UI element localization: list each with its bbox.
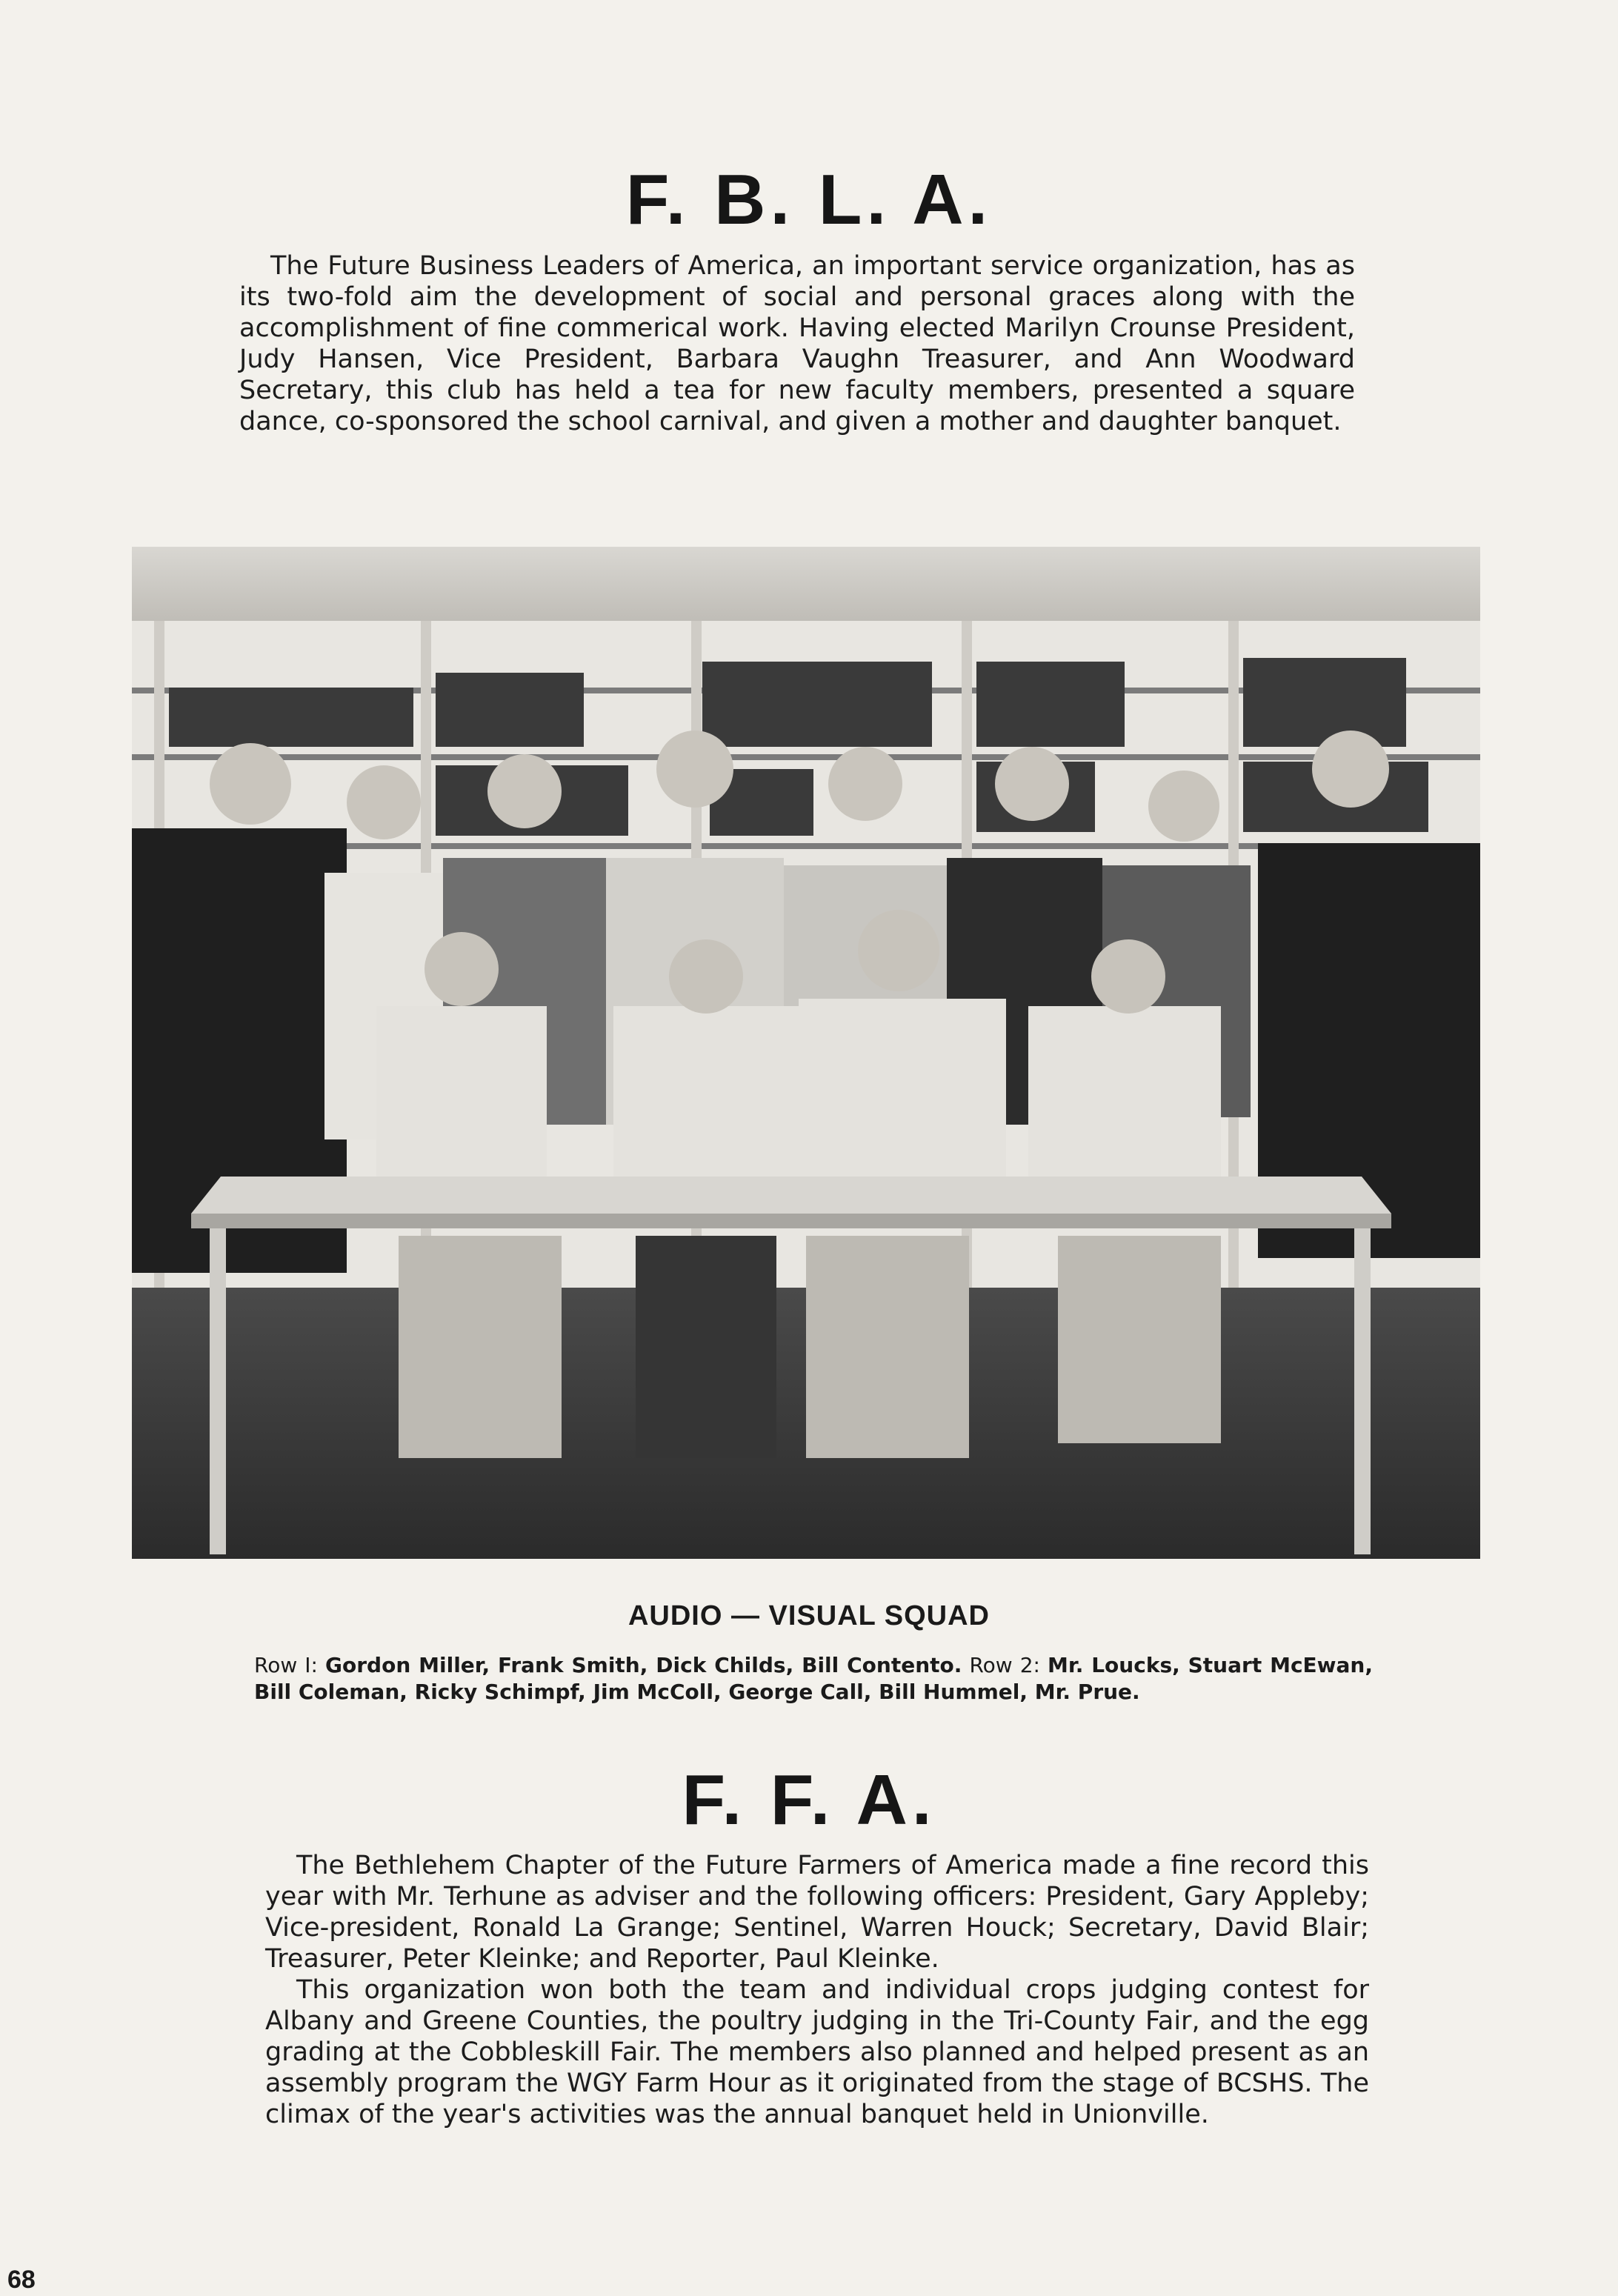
group-photo (132, 547, 1480, 1559)
ffa-paragraph-1: The Bethlehem Chapter of the Future Farmers of America made a fine record this year with Mr. Terhune as adviser and the following officers: President, Gary Appleby; Vice-president, Ronald La Grange; Sentinel, Warren Houck; Secretary, David Blair; Treasurer, Peter Kleinke; and Reporter, Paul Kleinke. (265, 1851, 1369, 1974)
ffa-heading: F. F. A. (682, 1760, 936, 1840)
page-number: 68 (7, 2266, 36, 2294)
row1-label: Row I: (254, 1653, 318, 1677)
fbla-paragraph (239, 250, 1355, 437)
group-photo-icon (132, 547, 1480, 1559)
ffa-paragraph-2: This organization won both the team and individual crops judging contest for Albany and Greene Counties, the poultry judging in the Tri-County Fair, and the egg grading at the Cobbleskill Fair. The members also planned and helped present as an assembly program the WGY Farm Hour as it originated from the stage of BCSHS. The climax of the year's activities was the annual banquet held in Unionville. (265, 1975, 1369, 2129)
audio-visual-title: AUDIO — VISUAL SQUAD (627, 1600, 990, 1631)
fbla-text: The Future Business Leaders of America, an important service organization, has as its two-fold aim the development of social and personal graces along with the accomplishment of fine commerical work. Having elected Marilyn Crounse President, Judy Hansen, Vice President, Barbara Vaughn Treasurer, and Ann Woodward Secretary, this club has held a tea for new faculty members, presented a square dance, co-sponsored the school carnival, and given a mother and daughter banquet. (239, 251, 1355, 436)
row2-label: Row 2: (969, 1653, 1040, 1677)
audio-visual-caption (254, 1652, 1373, 1706)
row1-names: Gordon Miller, Frank Smith, Dick Childs, Bill Contento. (325, 1653, 962, 1677)
fbla-heading: F. B. L. A. (625, 160, 993, 239)
ffa-paragraphs (265, 1850, 1369, 2130)
row2-names: Mr. Loucks, Stuart McEwan, Bill Coleman, Ricky Schimpf, Jim McColl, George Call, Bill Hummel, Mr. Prue. (254, 1653, 1374, 1704)
